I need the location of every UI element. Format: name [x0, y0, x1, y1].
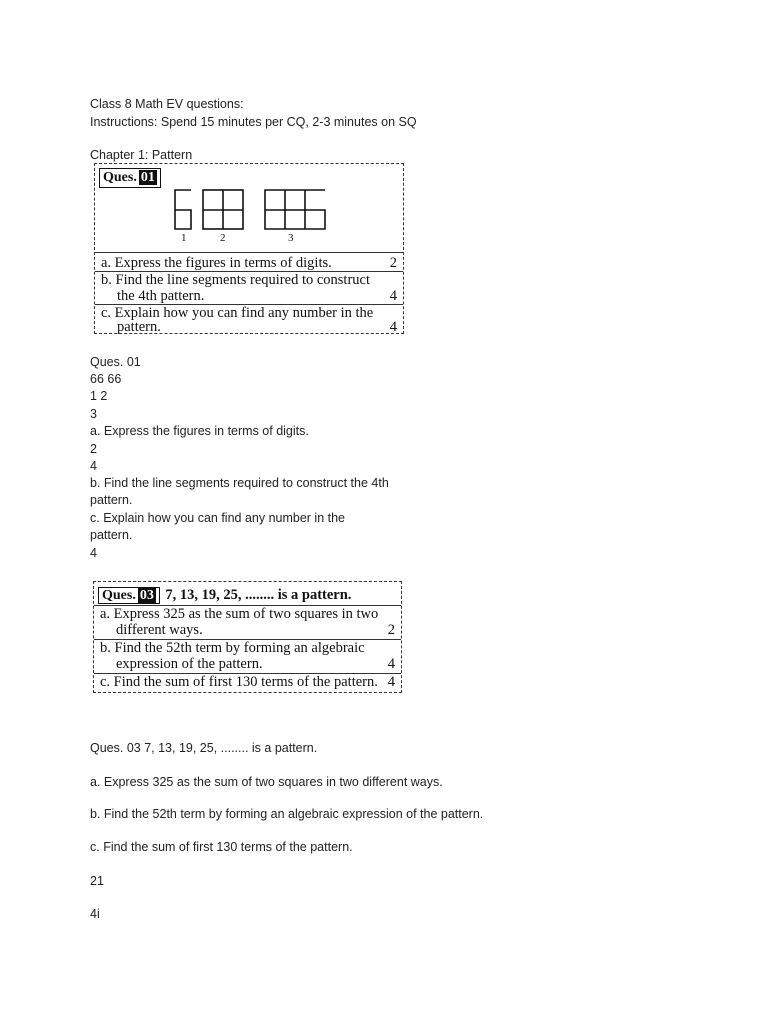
question-03-scan-image: [93, 581, 402, 693]
text-line: 3: [90, 407, 97, 421]
text-line: 66 66: [90, 372, 122, 386]
text-line: pattern.: [90, 528, 133, 542]
instructions-text: Instructions: Spend 15 minutes per CQ, 2-3 minutes on SQ: [90, 115, 417, 129]
scan-part-b-line2: expression of the pattern. 4: [116, 656, 395, 672]
text-line: c. Find the sum of first 130 terms of the pattern.: [90, 840, 353, 854]
document-title: Class 8 Math EV questions:: [90, 97, 244, 111]
text-line: 1 2: [90, 389, 108, 403]
text-line: 4: [90, 459, 97, 473]
text-line: 2: [90, 442, 97, 456]
figure-label-3: 3: [288, 232, 294, 244]
scan-part-b-line1: b. Find the line segments required to construct: [101, 272, 371, 288]
scan-part-c-line2: pattern. 4: [117, 319, 397, 335]
scan-part-c: c. Find the sum of first 130 terms of the pattern. 4: [100, 674, 395, 690]
text-line: b. Find the line segments required to construct the 4th: [90, 476, 389, 490]
scan-part-c-line1: c. Explain how you can find any number in the: [101, 305, 374, 321]
text-line: 21: [90, 874, 104, 888]
figure-label-1: 1: [181, 232, 187, 244]
text-line: a. Express 325 as the sum of two squares in two different ways.: [90, 775, 443, 789]
scan-part-b-line2: the 4th pattern. 4: [117, 288, 397, 304]
question-badge: Ques. 01: [99, 168, 161, 188]
text-line: c. Explain how you can find any number in the: [90, 511, 346, 525]
figure-label-2: 2: [220, 232, 226, 244]
question-badge: Ques. 03 7, 13, 19, 25, ........ is a pattern.: [98, 586, 351, 605]
question-01-scan-image: [94, 163, 404, 334]
text-line: 4: [90, 546, 97, 560]
pattern-figures: [95, 164, 405, 254]
text-line: pattern.: [90, 493, 133, 507]
scan-part-a: a. Express the figures in terms of digits. 2: [101, 255, 397, 271]
chapter-heading: Chapter 1: Pattern: [90, 148, 193, 162]
scan-part-a-line2: different ways. 2: [116, 622, 395, 638]
scan-part-a-line1: a. Express 325 as the sum of two squares in two: [100, 606, 379, 622]
scan-part-b-line1: b. Find the 52th term by forming an algebraic: [100, 640, 365, 656]
text-line: 4i: [90, 907, 100, 921]
text-line: b. Find the 52th term by forming an algebraic expression of the pattern.: [90, 807, 484, 821]
text-line: Ques. 03 7, 13, 19, 25, ........ is a pattern.: [90, 741, 318, 755]
text-line: Ques. 01: [90, 355, 141, 369]
text-line: a. Express the figures in terms of digits.: [90, 424, 309, 438]
